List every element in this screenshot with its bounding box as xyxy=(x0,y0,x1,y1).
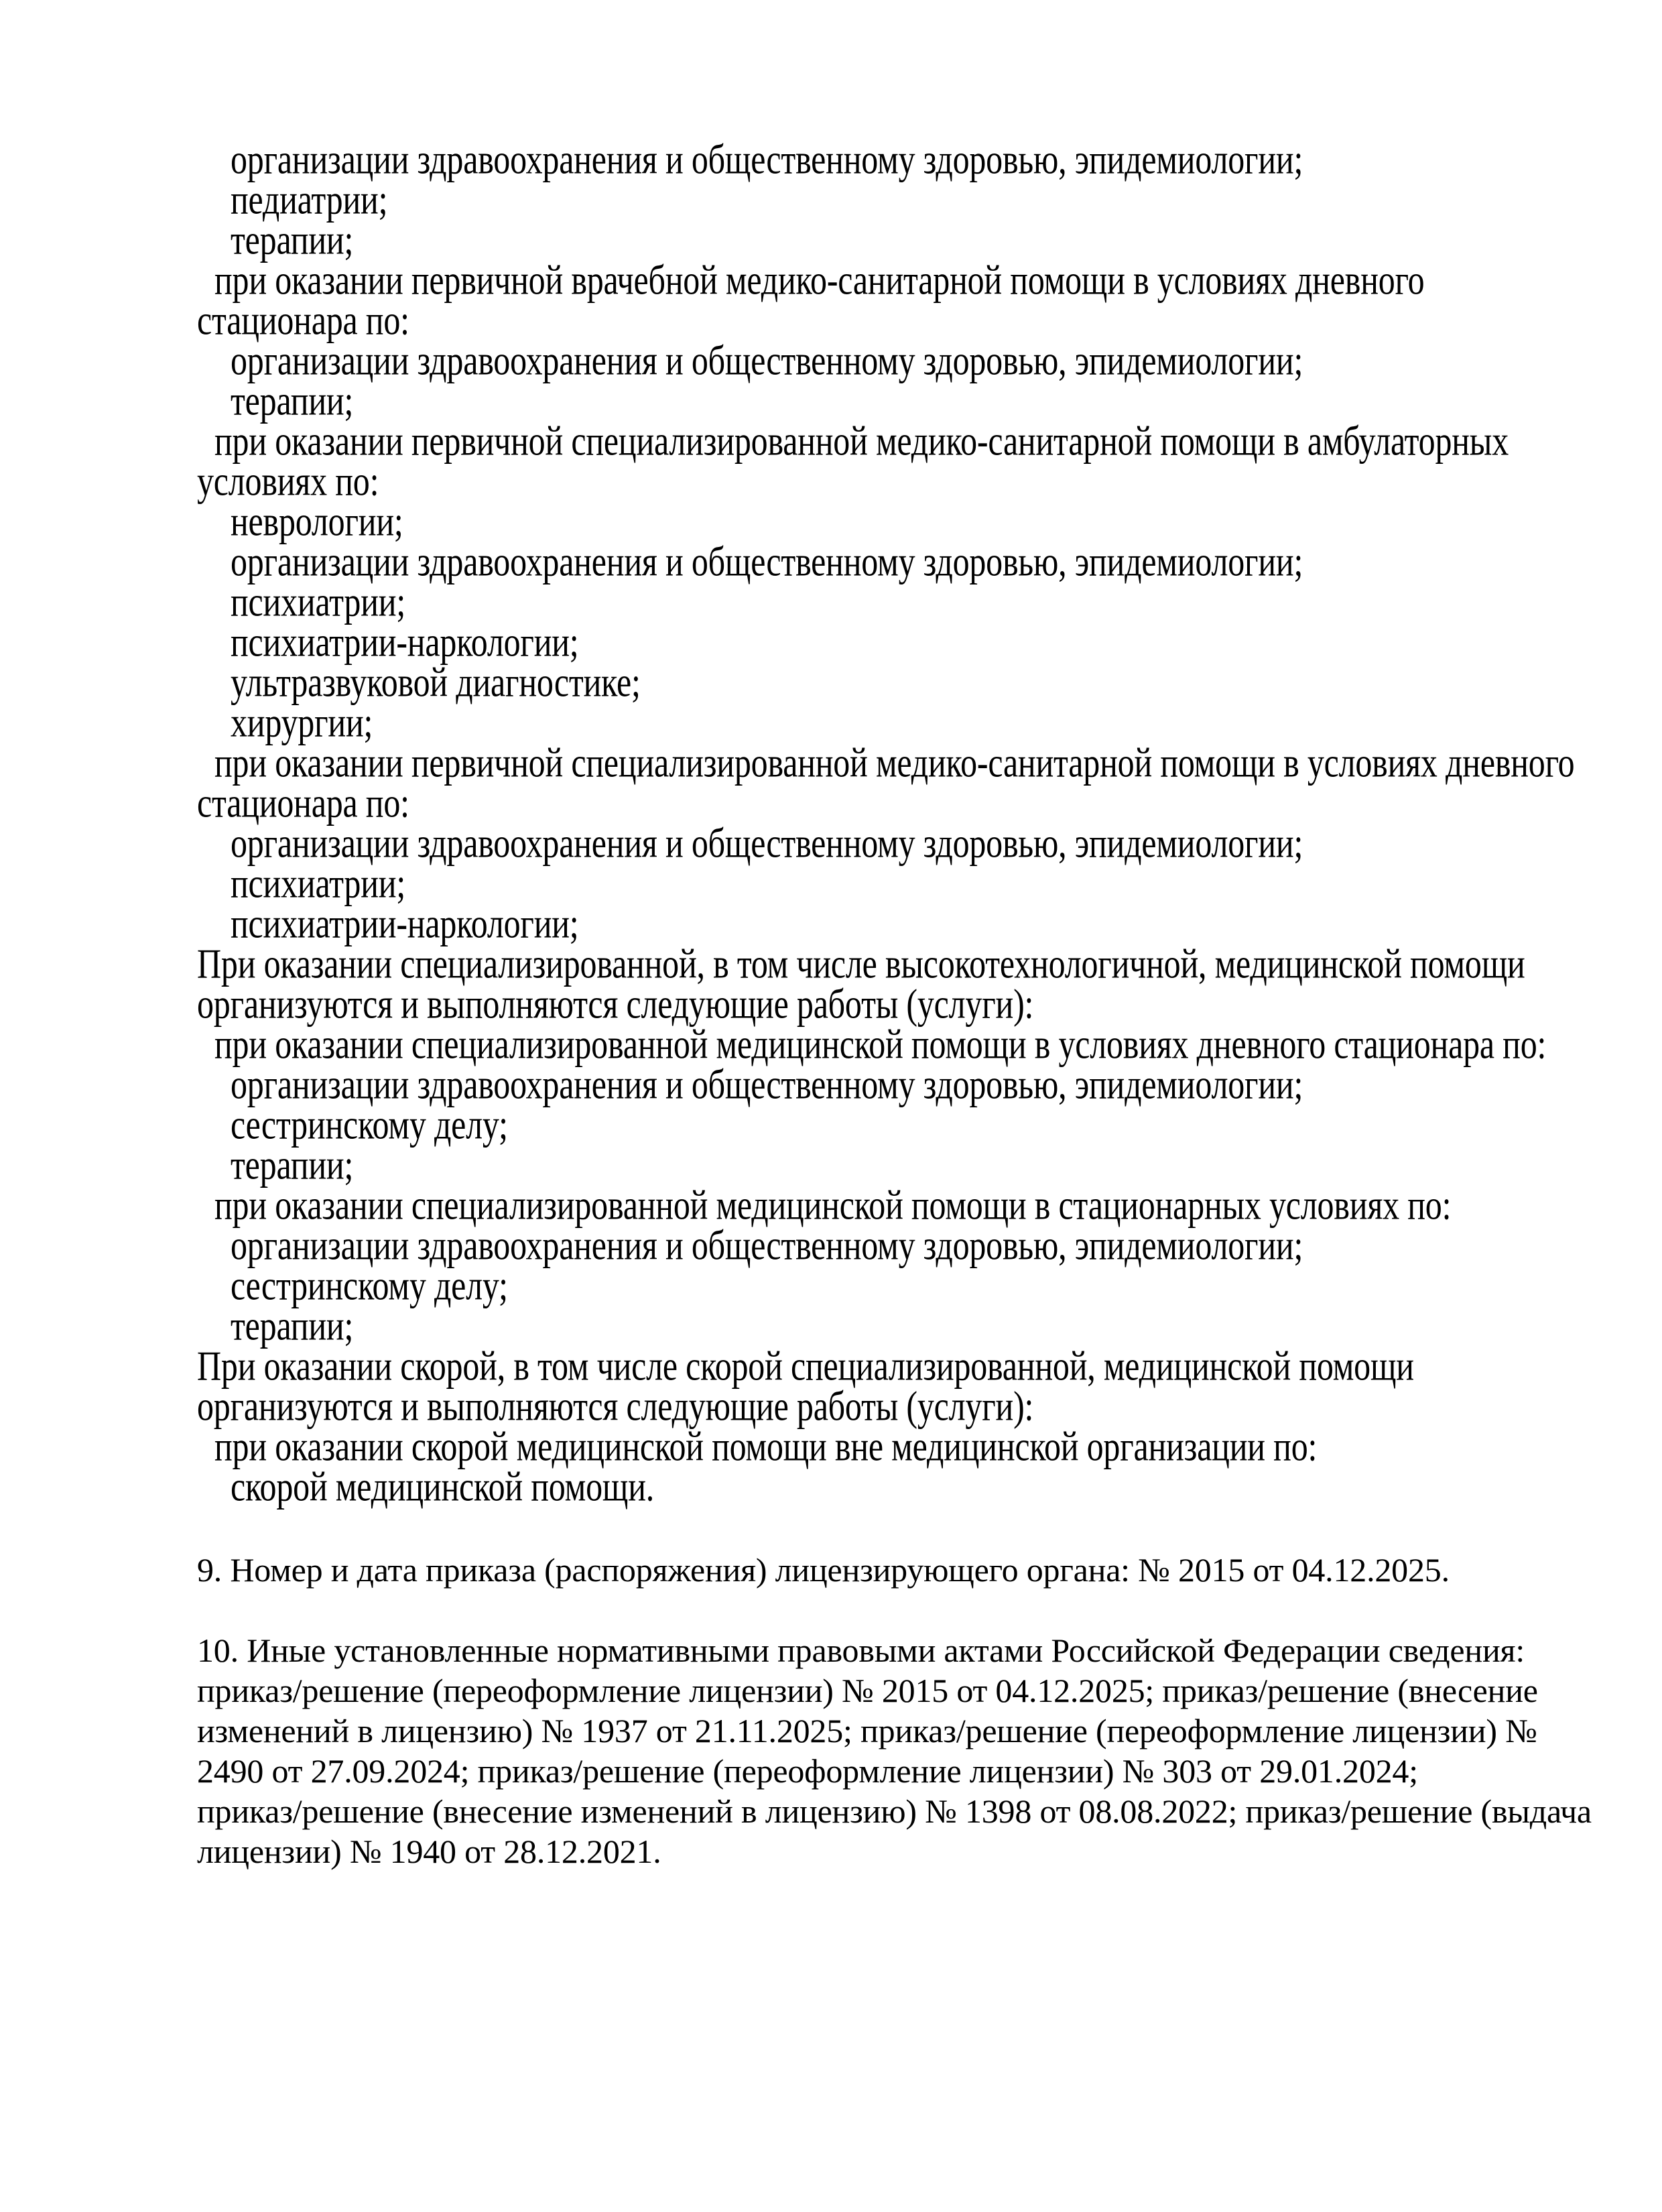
document-line: При оказании специализированной, в том числе высокотехнологичной, медицинской помощи xyxy=(197,940,1525,987)
document-line: ультразвуковой диагностике; xyxy=(231,658,641,706)
document-line: терапии; xyxy=(231,1141,354,1188)
document-line: педиатрии; xyxy=(231,176,388,223)
document-line: 2490 от 27.09.2024; приказ/решение (переоформление лицензии) № 303 от 29.01.2024; xyxy=(197,1752,1418,1790)
document-line: при оказании специализированной медицинской помощи в стационарных условиях по: xyxy=(214,1181,1452,1229)
document-line: сестринскому делу; xyxy=(231,1101,508,1148)
document-line: при оказании первичной специализированной медико-санитарной помощи в условиях дневного xyxy=(214,739,1575,786)
document-line: при оказании специализированной медицинской помощи в условиях дневного стационара по: xyxy=(214,1020,1547,1068)
blank-line xyxy=(197,1590,1564,1630)
document-line: при оказании первичной врачебной медико-санитарной помощи в условиях дневного xyxy=(214,256,1425,304)
document-line: организации здравоохранения и общественному здоровью, эпидемиологии; xyxy=(231,336,1303,384)
document-line: организации здравоохранения и общественному здоровью, эпидемиологии; xyxy=(231,819,1303,867)
document-line: организуются и выполняются следующие работы (услуги): xyxy=(197,980,1034,1028)
document-line: скорой медицинской помощи. xyxy=(231,1463,655,1510)
document-line: организуются и выполняются следующие работы (услуги): xyxy=(197,1382,1034,1430)
document-line: приказ/решение (переоформление лицензии) № 2015 от 04.12.2025; приказ/решение (внесение xyxy=(197,1672,1538,1709)
blank-line xyxy=(197,1510,1564,1550)
document-line: стационара по: xyxy=(197,296,409,344)
document-line: организации здравоохранения и общественному здоровью, эпидемиологии; xyxy=(231,538,1303,585)
document-line: При оказании скорой, в том числе скорой специализированной, медицинской помощи xyxy=(197,1342,1414,1390)
document-line: психиатрии-наркологии; xyxy=(231,900,579,947)
document-line: терапии; xyxy=(231,1302,354,1349)
document-line: организации здравоохранения и общественному здоровью, эпидемиологии; xyxy=(231,1060,1303,1108)
document-line: 10. Иные установленные нормативными правовыми актами Российской Федерации сведения: xyxy=(197,1632,1525,1669)
document-line: сестринскому делу; xyxy=(231,1262,508,1309)
document-line: условиях по: xyxy=(197,457,379,505)
document-line: лицензии) № 1940 от 28.12.2021. xyxy=(197,1833,661,1870)
document-line: 9. Номер и дата приказа (распоряжения) лицензирующего органа: № 2015 от 04.12.2025. xyxy=(197,1551,1450,1589)
document-line: изменений в лицензию) № 1937 от 21.11.2025; приказ/решение (переоформление лицензии) № xyxy=(197,1712,1537,1749)
document-line: неврологии; xyxy=(231,497,403,545)
document-line: стационара по: xyxy=(197,779,409,826)
document-line: организации здравоохранения и общественному здоровью, эпидемиологии; xyxy=(231,135,1303,183)
document-line: хирургии; xyxy=(231,698,373,746)
document-line: терапии; xyxy=(231,216,354,263)
document-line: психиатрии-наркологии; xyxy=(231,618,579,666)
document-line: при оказании скорой медицинской помощи вне медицинской организации по: xyxy=(214,1422,1318,1470)
document-line: психиатрии; xyxy=(231,859,406,907)
document-line: при оказании первичной специализированной медико-санитарной помощи в амбулаторных xyxy=(214,417,1509,465)
document-text-block xyxy=(197,135,1592,1871)
document-line: психиатрии; xyxy=(231,578,406,625)
document-line: терапии; xyxy=(231,377,354,424)
document-line: приказ/решение (внесение изменений в лицензию) № 1398 от 08.08.2022; приказ/решение (выдача xyxy=(197,1792,1592,1830)
document-line: организации здравоохранения и общественному здоровью, эпидемиологии; xyxy=(231,1221,1303,1269)
